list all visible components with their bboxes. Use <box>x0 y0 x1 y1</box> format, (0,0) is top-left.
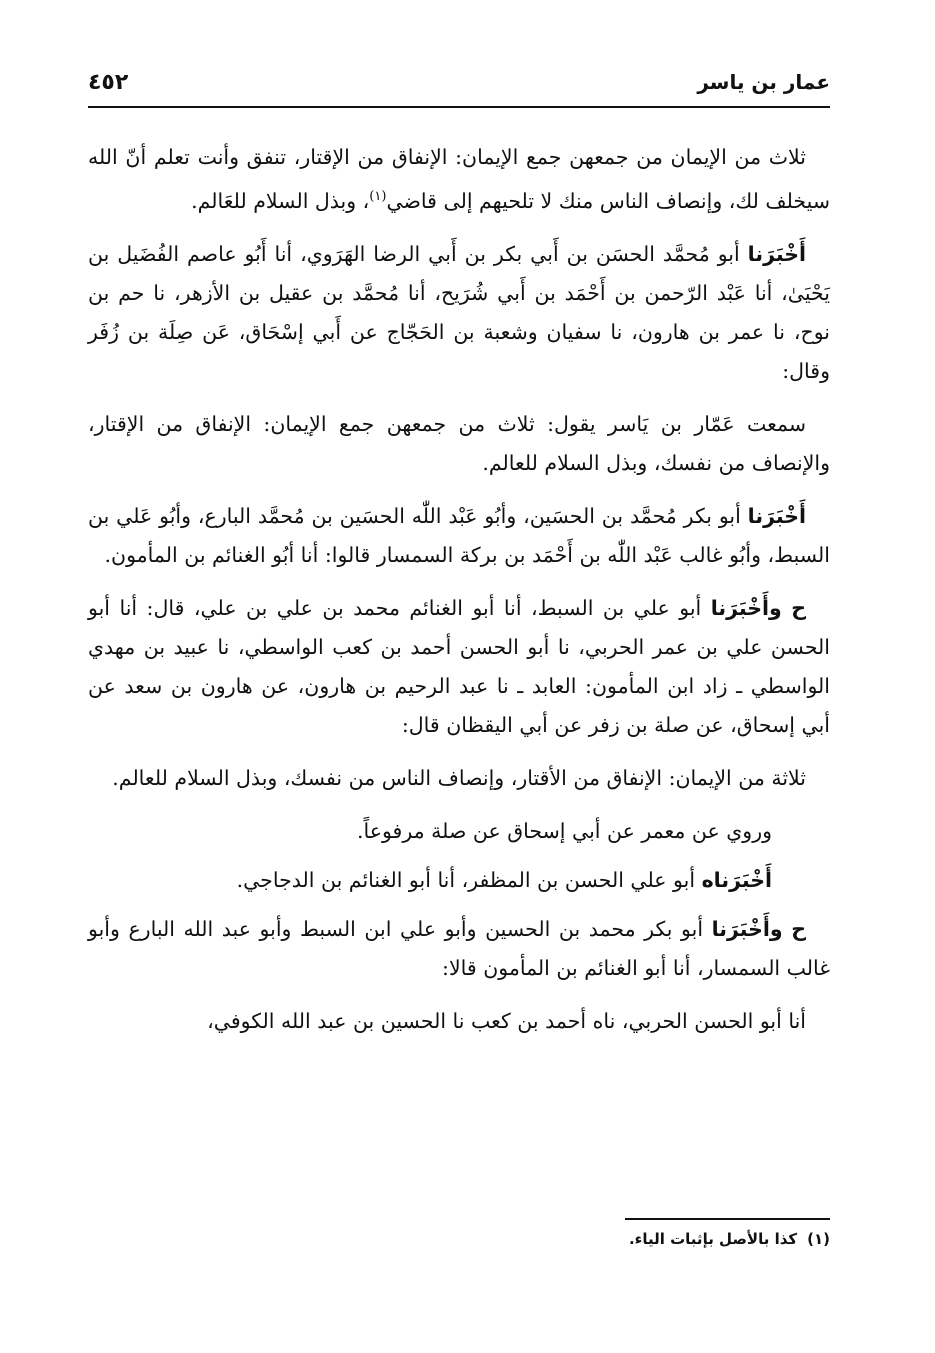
page-number: ٤٥٢ <box>88 70 129 95</box>
tahwil-mark: ح <box>791 595 806 620</box>
footnote-divider <box>625 1218 830 1220</box>
paragraph-4 <box>88 497 830 575</box>
body-text <box>88 138 830 1055</box>
isnad-keyword: وأَخْبَرَنا <box>711 916 783 941</box>
paragraph-text: أبو علي بن السبط، أنا أبو الغنائم محمد بن علي بن علي، قال: أنا أبو الحسن علي بن عمر الحربي، نا أبو الحسن أحمد بن كعب الواسطي، نا عبيد بن مهدي الواسطي ـ زاد ابن المأمون: العابد ـ نا عبد الرحيم بن هارون، عن هارون بن سعد عن أبي إسحاق، عن صلة بن زفر عن أبي اليقظان قال: <box>88 595 830 737</box>
paragraph-2 <box>88 235 830 391</box>
paragraph-text: أبو بكر محمد بن الحسين وأبو علي ابن السبط وأبو عبد الله البارع وأبو غالب السمسار، أنا أبو الغنائم بن المأمون قالا: <box>88 916 830 980</box>
paragraph-5 <box>88 589 830 745</box>
tahwil-mark: ح <box>791 916 806 941</box>
paragraph-text: أبو مُحمَّد الحسَن بن أَبي بكر بن أَبي الرضا الهَرَوي، أنا أَبُو عاصم الفُضَيل بن يَحْيَىٰ، أنا عَبْد الرّحمن بن أَحْمَد بن أَبي شُرَيح، أنا مُحمَّد بن عقيل بن الأزهر، نا حم بن نوح، نا عمر بن هارون، نا سفيان وشعبة بن الحَجّاج عن أَبي إسْحَاق، عَن صِلَة بن زُفَر وقال: <box>88 241 830 383</box>
paragraph-6 <box>88 759 830 798</box>
paragraph-8 <box>88 861 830 900</box>
isnad-keyword: أَخْبَرَنا <box>747 241 806 266</box>
paragraph-text: وروي عن معمر عن أبي إسحاق عن صلة مرفوعاً. <box>356 818 772 843</box>
header-title: عمار بن ياسر <box>697 70 830 94</box>
isnad-keyword: أَخْبَرَناه <box>701 867 772 892</box>
footnote-text: كذا بالأصل بإثبات الياء. <box>628 1230 798 1248</box>
paragraph-9 <box>88 910 830 988</box>
paragraph-7 <box>88 812 830 851</box>
paragraph-text: أبو علي الحسن بن المظفر، أنا أبو الغنائم بن الدجاجي. <box>236 867 702 892</box>
paragraph-10 <box>88 1002 830 1041</box>
paragraph-text-continued: ، وبذل السلام للعَالم. <box>191 188 370 213</box>
paragraph-text: سمعت عَمّار بن يَاسر يقول: ثلاث من جمعهن جمع الإيمان: الإنفاق من الإقتار، والإنصاف من نفسك، وبذل السلام للعالم. <box>88 411 830 475</box>
footnote-reference: (١) <box>369 189 387 204</box>
paragraph-text: أبو بكر مُحمَّد بن الحسَين، وأبُو عَبْد اللّٰه الحسَين بن مُحمَّد البارع، وأبُو عَلي بن السبط، وأبُو غالب عَبْد اللّٰه بن أَحْمَد بن بركة السمسار قالوا: أنا أبُو الغنائم بن المأمون. <box>88 503 830 567</box>
footnote <box>629 1230 830 1248</box>
running-header <box>88 62 830 108</box>
footnote-number: (١) <box>807 1230 830 1248</box>
paragraph-text: ثلاثة من الإيمان: الإنفاق من الأقتار، وإنصاف الناس من نفسك، وبذل السلام للعالم. <box>112 765 806 790</box>
paragraph-1 <box>88 138 830 221</box>
paragraph-text: أنا أبو الحسن الحربي، ناه أحمد بن كعب نا الحسين بن عبد الله الكوفي، <box>207 1008 806 1033</box>
paragraph-text: ثلاث من الإيمان من جمعهن جمع الإيمان: الإنفاق من الإقتار، تنفق وأنت تعلم أنّ الله سيخلف لك، وإنصاف الناس منك لا تلحيهم إلى قاضي <box>88 145 830 213</box>
paragraph-3 <box>88 405 830 483</box>
isnad-keyword: أَخْبَرَنا <box>747 503 806 528</box>
isnad-keyword: وأَخْبَرَنا <box>710 595 782 620</box>
